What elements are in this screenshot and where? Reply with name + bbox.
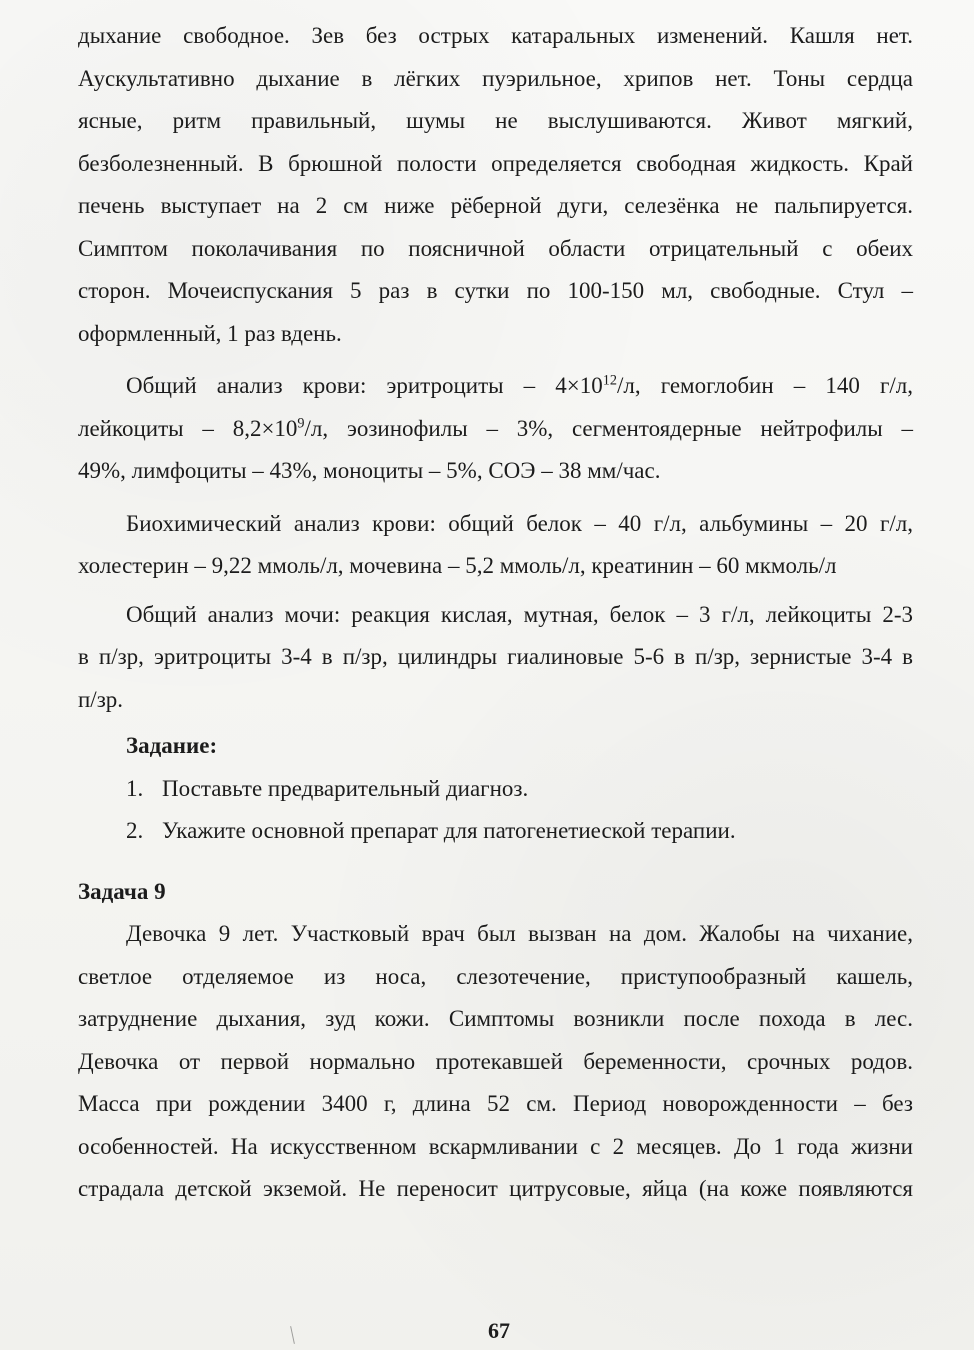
paragraph-line: безболезненный. В брюшной полости определяется свободная жидкость. Край [78,150,913,176]
task-9-line: страдала детской экземой. Не переносит цитрусовые, яйца (на коже появляются [78,1176,913,1201]
paragraph-line: ясные, ритм правильный, шумы не выслушиваются. Живот мягкий, [78,108,913,133]
biochemistry-line-2: холестерин – 9,22 ммоль/л, мочевина – 5,2 ммоль/л, креатинин – 60 мкмоль/л [78,553,837,578]
paragraph-line: Аускультативно дыхание в лёгких пуэрильное, хрипов нет. Тоны сердца [78,65,913,91]
task-item: 1. Поставьте предварительный диагноз. [126,775,529,801]
task-9-line: затруднение дыхания, зуд кожи. Симптомы возникли после похода в лес. [78,1006,913,1031]
paragraph-line: печень выступает на 2 см ниже рёберной дуги, селезёнка не пальпируется. [78,193,913,218]
page-content [78,15,913,1211]
task-list [78,768,913,853]
task-9-line: Девочка 9 лет. Участковый врач был вызван на дом. Жалобы на чихание, [126,921,913,946]
task-9-line: Масса при рождении 3400 г, длина 52 см. Период новорожденности – без [78,1091,913,1116]
scan-mark [290,1326,295,1344]
blood-analysis-line-3: 49%, лимфоциты – 43%, моноциты – 5%, СОЭ – 38 мм/час. [78,458,661,483]
biochemistry-line-1: Биохимический анализ крови: общий белок – 40 г/л, альбумины – 20 г/л, [126,510,913,536]
task-9-line: особенностей. На искусственном вскармливании с 2 месяцев. До 1 года жизни [78,1133,913,1159]
task-9-line: светлое отделяемое из носа, слезотечение, приступообразный кашель, [78,963,913,989]
task-9-heading: Задача 9 [78,878,166,904]
page-number: 67 [488,1318,510,1343]
paragraph-line: оформленный, 1 раз вдень. [78,320,342,346]
urine-analysis-line-2: в п/зр, эритроциты 3-4 в п/зр, цилиндры гиалиновые 5-6 в п/зр, зернистые 3-4 в [78,644,913,669]
task-item: 2. Укажите основной препарат для патогенетиеской терапии. [126,818,736,843]
urine-analysis-line-3: п/зр. [78,686,124,712]
blood-analysis-line-1: Общий анализ крови: эритроциты – $4\times 10^{12}/л$, гемоглобин – 140 г/л, [126,372,913,398]
paragraph-line: дыхание свободное. Зев без острых катаральных изменений. Кашля нет. [78,23,913,48]
task-9-line: Девочка от первой нормально протекавшей беременности, срочных родов. [78,1048,913,1074]
paragraph-line: Симптом поколачивания по поясничной области отрицательный с обеих [78,235,913,261]
blood-analysis-line-2: лейкоциты – $8,2\times 10^9/л$, эозинофилы – 3%, сегментоядерные нейтрофилы – [78,414,913,441]
paragraph-line: сторон. Мочеиспускания 5 раз в сутки по 100-150 мл, свободные. Стул – [78,278,913,303]
task-heading: Задание: [126,733,218,758]
urine-analysis-line-1: Общий анализ мочи: реакция кислая, мутная, белок – 3 г/л, лейкоциты 2-3 [126,601,913,627]
